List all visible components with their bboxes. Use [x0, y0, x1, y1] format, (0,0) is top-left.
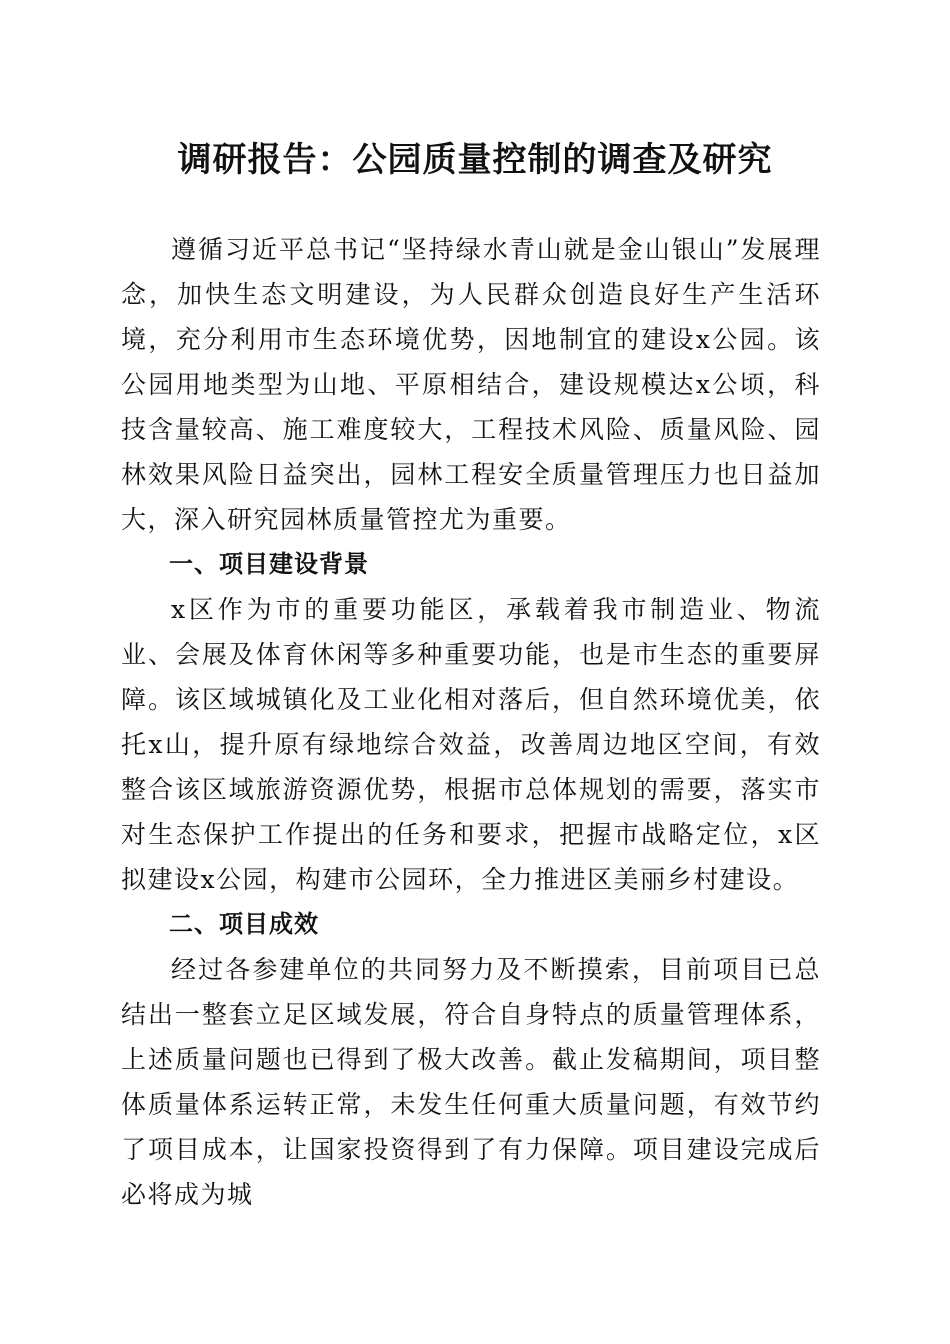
- intro-paragraph: 遵循习近平总书记“坚持绿水青山就是金山银山”发展理念，加快生态文明建设，为人民群众创造良好生产生活环境，充分利用市生态环境优势，因地制宜的建设x公园。该公园用地类型为山地、平原相结合，建设规模达x公顷，科技含量较高、施工难度较大，工程技术风险、质量风险、园林效果风险日益突出，园林工程安全质量管理压力也日益加大，深入研究园林质量管控尤为重要。: [121, 235, 821, 534]
- document-title: 调研报告：公园质量控制的调查及研究: [177, 140, 773, 180]
- document-body: [121, 227, 821, 1217]
- section-heading-background: 一、项目建设背景: [169, 550, 369, 578]
- section-paragraph-results: 经过各参建单位的共同努力及不断摸索，目前项目已总结出一整套立足区域发展，符合自身特点的质量管理体系，上述质量问题也已得到了极大改善。截止发稿期间，项目整体质量体系运转正常，未发生任何重大质量问题，有效节约了项目成本，让国家投资得到了有力保障。项目建设完成后必将成为城: [121, 955, 821, 1209]
- section-heading-results: 二、项目成效: [169, 910, 319, 938]
- section-paragraph-background: x区作为市的重要功能区，承载着我市制造业、物流业、会展及体育休闲等多种重要功能，也是市生态的重要屏障。该区域城镇化及工业化相对落后，但自然环境优美，依托x山，提升原有绿地综合效益，改善周边地区空间，有效整合该区域旅游资源优势，根据市总体规划的需要，落实市对生态保护工作提出的任务和要求，把握市战略定位，x区拟建设x公园，构建市公园环，全力推进区美丽乡村建设。: [121, 595, 821, 894]
